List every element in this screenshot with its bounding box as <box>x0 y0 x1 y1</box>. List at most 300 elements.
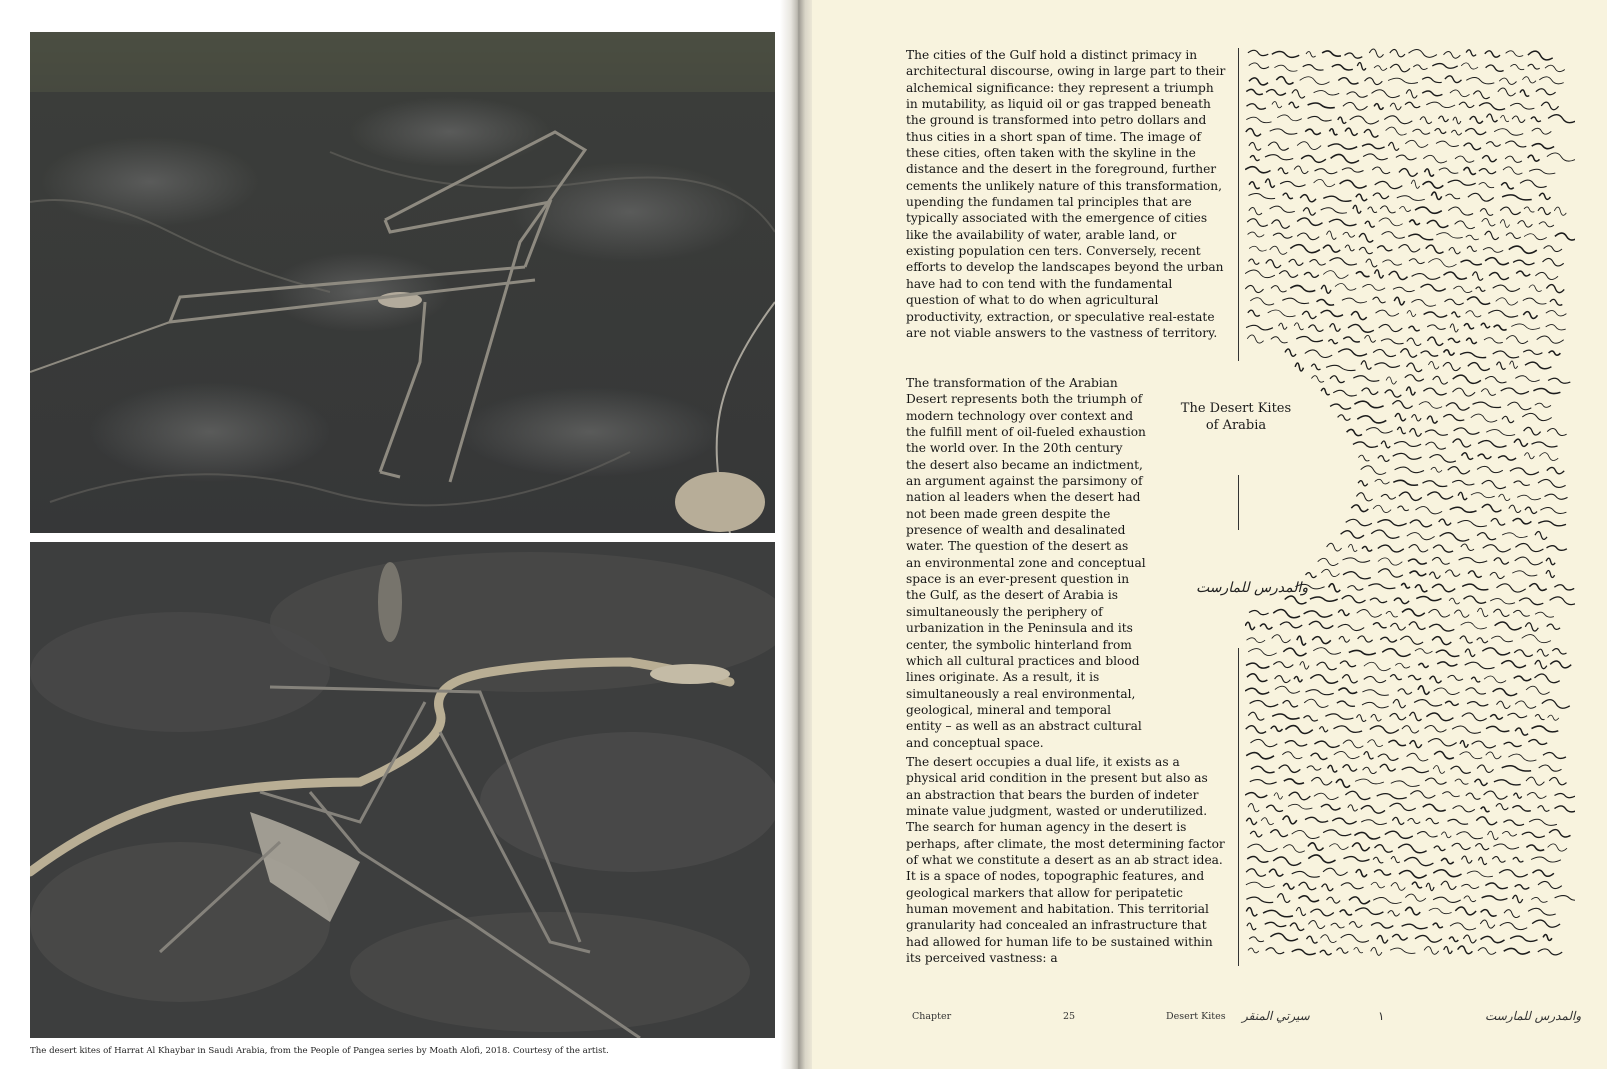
script-stroke <box>1483 545 1511 552</box>
script-stroke <box>1245 285 1263 292</box>
script-stroke <box>1393 699 1406 707</box>
script-stroke <box>1247 923 1256 930</box>
script-stroke <box>1347 429 1362 435</box>
script-stroke <box>1535 715 1544 720</box>
script-stroke <box>1512 116 1525 123</box>
script-stroke <box>1305 129 1321 134</box>
script-stroke <box>1409 622 1426 630</box>
script-stroke <box>1481 807 1490 812</box>
script-stroke <box>1426 102 1455 107</box>
script-stroke <box>1524 234 1547 240</box>
script-stroke <box>1321 388 1330 394</box>
script-stroke <box>1426 883 1434 890</box>
script-stroke <box>1343 765 1357 771</box>
script-stroke <box>1453 375 1481 383</box>
script-stroke <box>1466 78 1494 84</box>
script-stroke <box>1424 947 1439 955</box>
script-stroke <box>1441 832 1451 838</box>
script-stroke <box>1359 247 1373 253</box>
script-stroke <box>1415 935 1442 942</box>
script-stroke <box>1331 154 1359 162</box>
script-stroke <box>1528 740 1547 745</box>
script-stroke <box>1283 816 1297 824</box>
script-stroke <box>1304 716 1318 721</box>
script-stroke <box>1273 662 1293 668</box>
script-stroke <box>1439 116 1449 122</box>
script-stroke <box>1485 51 1500 57</box>
script-stroke <box>1393 453 1422 459</box>
script-stroke <box>1446 194 1461 199</box>
script-stroke <box>1342 298 1367 303</box>
script-stroke <box>1428 259 1456 267</box>
script-stroke <box>1308 921 1325 929</box>
script-stroke <box>1279 323 1287 329</box>
script-stroke <box>1522 413 1551 420</box>
script-stroke <box>1384 116 1412 124</box>
script-stroke <box>1299 882 1317 889</box>
script-stroke <box>1301 156 1326 163</box>
script-stroke <box>1246 818 1257 824</box>
script-stroke <box>1445 299 1464 304</box>
script-stroke <box>1453 117 1461 124</box>
script-stroke <box>1454 610 1469 617</box>
script-stroke <box>1538 207 1551 214</box>
script-stroke <box>1549 830 1570 837</box>
script-stroke <box>1532 128 1552 134</box>
script-stroke <box>1501 115 1509 121</box>
script-stroke <box>1485 883 1507 889</box>
script-stroke <box>1509 505 1521 512</box>
script-stroke <box>1465 649 1475 657</box>
script-stroke <box>1285 596 1307 604</box>
script-stroke <box>1502 195 1532 200</box>
script-stroke <box>1502 831 1517 836</box>
script-stroke <box>1523 298 1547 304</box>
script-stroke <box>1405 894 1426 901</box>
script-stroke <box>1388 78 1418 83</box>
script-stroke <box>1503 167 1522 174</box>
script-stroke <box>1247 857 1268 863</box>
script-stroke <box>1310 675 1338 684</box>
script-stroke <box>1524 207 1534 212</box>
vertical-rule <box>1238 475 1239 530</box>
script-stroke <box>1541 102 1558 110</box>
script-stroke <box>1427 325 1445 329</box>
script-stroke <box>1386 127 1407 135</box>
script-stroke <box>1443 362 1461 370</box>
script-stroke <box>1528 64 1540 69</box>
script-stroke <box>1270 206 1295 212</box>
script-stroke <box>1335 284 1356 291</box>
script-stroke <box>1444 350 1455 355</box>
script-stroke <box>1416 507 1443 514</box>
script-stroke <box>1421 351 1439 356</box>
script-stroke <box>1289 792 1311 800</box>
script-stroke <box>1451 766 1471 773</box>
script-stroke <box>1334 726 1363 732</box>
script-stroke <box>1470 116 1483 123</box>
script-stroke <box>1380 764 1396 771</box>
script-stroke <box>1277 894 1290 903</box>
script-stroke <box>1540 508 1566 514</box>
script-stroke <box>1405 102 1420 107</box>
script-stroke <box>1361 466 1386 475</box>
script-stroke <box>1486 430 1515 436</box>
script-stroke <box>1546 571 1555 578</box>
script-stroke <box>1305 817 1328 822</box>
script-stroke <box>1246 897 1273 902</box>
script-stroke <box>1266 948 1285 954</box>
script-stroke <box>1303 65 1324 71</box>
script-stroke <box>1394 598 1409 604</box>
script-stroke <box>1490 572 1505 578</box>
script-stroke <box>1343 572 1371 579</box>
script-stroke <box>1265 922 1287 926</box>
script-stroke <box>1419 402 1442 409</box>
script-stroke <box>1269 869 1283 876</box>
script-stroke <box>1459 102 1474 107</box>
script-stroke <box>1357 715 1367 722</box>
script-stroke <box>1433 870 1461 877</box>
script-stroke <box>1477 608 1488 617</box>
script-stroke <box>1307 766 1321 770</box>
script-stroke <box>1270 129 1298 134</box>
script-stroke <box>1533 389 1560 394</box>
script-stroke <box>1328 340 1337 344</box>
script-stroke <box>1362 690 1388 696</box>
script-stroke <box>1494 558 1509 564</box>
script-stroke <box>1314 91 1340 95</box>
script-stroke <box>1471 414 1497 422</box>
script-stroke <box>1489 273 1509 280</box>
script-stroke <box>1280 181 1305 186</box>
script-stroke <box>1359 233 1373 242</box>
script-stroke <box>1388 911 1400 916</box>
script-stroke <box>1486 752 1502 759</box>
script-stroke <box>1484 676 1506 683</box>
script-stroke <box>1526 845 1544 851</box>
script-stroke <box>1512 806 1530 811</box>
script-stroke <box>1418 686 1430 694</box>
script-stroke <box>1322 51 1341 56</box>
script-stroke <box>1362 702 1389 707</box>
script-stroke <box>1249 78 1268 85</box>
script-stroke <box>1455 156 1474 162</box>
script-stroke <box>1362 144 1385 149</box>
script-stroke <box>1513 610 1529 616</box>
script-stroke <box>1299 896 1320 902</box>
script-stroke <box>1473 402 1502 407</box>
script-stroke <box>1368 207 1377 213</box>
script-stroke <box>1285 726 1312 734</box>
script-stroke <box>1514 650 1533 657</box>
script-stroke <box>1346 519 1372 525</box>
script-stroke <box>1408 559 1427 564</box>
script-stroke <box>1448 675 1463 680</box>
script-stroke <box>1250 701 1279 707</box>
script-stroke <box>1283 845 1305 853</box>
script-stroke <box>1365 221 1375 227</box>
script-stroke <box>1467 246 1477 251</box>
script-stroke <box>1488 310 1518 317</box>
script-stroke <box>1374 66 1387 71</box>
script-stroke <box>1488 831 1499 840</box>
script-stroke <box>1539 222 1554 227</box>
script-stroke <box>1466 311 1482 317</box>
script-stroke <box>1510 103 1534 109</box>
script-stroke <box>1408 234 1433 239</box>
script-stroke <box>1320 950 1332 955</box>
script-stroke <box>1448 207 1473 215</box>
script-stroke <box>1505 141 1526 147</box>
script-stroke <box>1300 662 1309 670</box>
script-stroke <box>1415 585 1427 592</box>
script-stroke <box>1476 817 1497 825</box>
script-stroke <box>1407 363 1423 372</box>
script-stroke <box>1462 584 1488 590</box>
script-stroke <box>1538 479 1566 487</box>
script-stroke <box>1485 231 1499 239</box>
script-stroke <box>1351 312 1367 320</box>
script-stroke <box>1502 533 1527 538</box>
script-stroke <box>1380 637 1397 642</box>
script-stroke <box>1250 780 1277 784</box>
script-stroke <box>1482 218 1496 226</box>
script-stroke <box>1514 481 1530 486</box>
script-stroke <box>1297 142 1321 150</box>
script-stroke <box>1294 166 1308 174</box>
script-stroke <box>1373 898 1401 904</box>
script-stroke <box>1370 726 1399 733</box>
script-stroke <box>1348 586 1364 590</box>
script-stroke <box>1249 63 1269 69</box>
script-stroke <box>1332 818 1356 824</box>
script-stroke <box>1425 169 1434 176</box>
script-stroke <box>1549 777 1566 784</box>
script-stroke <box>1355 779 1384 784</box>
script-stroke <box>1505 156 1522 162</box>
script-stroke <box>1554 207 1566 215</box>
script-stroke <box>1455 779 1469 784</box>
script-stroke <box>1529 285 1542 292</box>
photo-caption: The desert kites of Harrat Al Khaybar in Saudi Arabia, from the People of Pangea series by Moath Alofi, 2018. Courtesy of the artist. <box>30 1046 609 1056</box>
script-stroke <box>1373 623 1387 628</box>
script-stroke <box>1452 480 1474 485</box>
script-stroke <box>1423 182 1444 189</box>
script-stroke <box>1357 416 1386 423</box>
footer-arabic-number: ١ <box>1378 1009 1385 1023</box>
script-stroke <box>1539 77 1563 84</box>
script-stroke <box>1524 427 1541 435</box>
script-stroke <box>1248 50 1268 55</box>
script-stroke <box>1390 675 1402 680</box>
script-stroke <box>1493 609 1509 616</box>
script-stroke <box>1374 870 1391 875</box>
script-stroke <box>1270 246 1287 254</box>
script-stroke <box>1396 155 1417 160</box>
script-stroke <box>1343 740 1363 748</box>
script-stroke <box>1513 895 1523 902</box>
script-stroke <box>1409 259 1425 264</box>
script-stroke <box>1375 845 1393 853</box>
script-stroke <box>1446 403 1470 410</box>
script-stroke <box>1305 350 1332 358</box>
script-stroke <box>1375 479 1390 484</box>
script-stroke <box>1323 868 1348 875</box>
script-stroke <box>1352 843 1370 851</box>
script-stroke <box>1486 726 1509 731</box>
script-stroke <box>1348 544 1357 551</box>
script-stroke <box>1552 649 1566 654</box>
script-stroke <box>1414 700 1442 706</box>
script-stroke <box>1395 467 1424 473</box>
script-stroke <box>1390 49 1405 56</box>
script-stroke <box>1506 51 1524 57</box>
script-stroke <box>1504 948 1530 954</box>
top-aerial-photo <box>30 32 775 533</box>
script-stroke <box>1265 179 1274 187</box>
script-stroke <box>1381 441 1390 448</box>
script-stroke <box>1354 948 1363 953</box>
script-stroke <box>1296 337 1323 342</box>
script-stroke <box>1499 870 1528 877</box>
script-stroke <box>1482 480 1506 488</box>
script-stroke <box>1538 949 1562 955</box>
script-stroke <box>1343 558 1371 562</box>
script-stroke <box>1372 167 1390 174</box>
script-stroke <box>1339 636 1350 642</box>
script-stroke <box>1550 597 1575 605</box>
script-stroke <box>1504 742 1522 746</box>
script-stroke <box>1545 494 1568 499</box>
script-stroke <box>1501 388 1529 394</box>
script-stroke <box>1491 519 1505 526</box>
script-stroke <box>1377 246 1392 251</box>
script-stroke <box>1427 416 1437 423</box>
script-stroke <box>1482 648 1510 655</box>
script-stroke <box>1337 948 1349 953</box>
script-stroke <box>1275 686 1300 693</box>
script-stroke <box>1502 766 1531 771</box>
script-stroke <box>1509 246 1537 253</box>
script-stroke <box>1398 844 1426 853</box>
script-stroke <box>1429 624 1454 631</box>
script-stroke <box>1358 481 1368 486</box>
script-stroke <box>1377 794 1407 799</box>
script-stroke <box>1497 362 1506 369</box>
script-stroke <box>1406 387 1415 395</box>
script-stroke <box>1365 78 1383 85</box>
script-stroke <box>1425 778 1446 784</box>
script-stroke <box>1399 492 1422 500</box>
script-stroke <box>1381 339 1404 344</box>
script-stroke <box>1283 193 1293 198</box>
script-stroke <box>1543 935 1552 941</box>
script-stroke <box>1466 338 1477 344</box>
script-stroke <box>1436 650 1460 656</box>
script-stroke <box>1357 63 1366 70</box>
script-stroke <box>1306 690 1334 695</box>
script-stroke <box>1246 129 1261 136</box>
script-stroke <box>1392 934 1407 940</box>
script-stroke <box>1501 661 1526 668</box>
script-stroke <box>1484 791 1508 799</box>
script-stroke <box>1445 570 1460 576</box>
script-stroke <box>1527 793 1546 799</box>
script-stroke <box>1463 935 1476 943</box>
script-stroke <box>1547 546 1567 551</box>
script-stroke <box>1465 129 1486 135</box>
script-stroke <box>1300 77 1330 85</box>
script-stroke <box>1331 923 1345 928</box>
body-paragraph-3: The desert occupies a dual life, it exists as a physical arid condition in the present but also as an abstraction that bears the burden of indeter minate value judgment, wasted or underutilized. The search for human agency in the desert is perhaps, after climate, the most determining factor of what we constitute a desert as an ab stract idea. It is a space of nodes, topographic features, and geological markers that allow for peripatetic human movement and habitation. This territorial granularity had concealed an infrastructure that had allowed for human life to be sustained within its perceived vastness: a <box>906 755 1225 966</box>
script-stroke <box>1290 286 1315 292</box>
script-stroke <box>1326 365 1355 370</box>
script-stroke <box>1297 218 1322 225</box>
script-stroke <box>1434 688 1460 695</box>
script-stroke <box>1506 233 1521 239</box>
script-stroke <box>1550 661 1571 668</box>
script-stroke <box>1460 636 1473 643</box>
script-stroke <box>1468 193 1494 201</box>
script-stroke <box>1468 571 1482 578</box>
script-stroke <box>1443 415 1464 421</box>
script-stroke <box>1378 558 1402 565</box>
script-stroke <box>1247 104 1266 109</box>
script-stroke <box>1493 688 1518 695</box>
script-stroke <box>1433 897 1461 902</box>
script-stroke <box>1308 855 1335 863</box>
script-stroke <box>1461 884 1479 888</box>
script-stroke <box>1330 376 1345 383</box>
script-stroke <box>1398 506 1409 511</box>
script-stroke <box>1274 793 1283 799</box>
script-stroke <box>1390 623 1405 630</box>
script-stroke <box>1249 246 1266 251</box>
script-stroke <box>1379 218 1403 226</box>
script-stroke <box>1432 64 1457 69</box>
script-stroke <box>1380 206 1395 213</box>
script-stroke <box>1499 78 1516 84</box>
script-stroke <box>1272 52 1299 58</box>
script-stroke <box>1260 624 1272 629</box>
script-stroke <box>1345 128 1358 135</box>
script-stroke <box>1515 728 1528 735</box>
script-stroke <box>1513 857 1524 862</box>
script-stroke <box>1404 857 1433 865</box>
script-stroke <box>1290 245 1320 253</box>
script-stroke <box>1338 117 1346 123</box>
script-stroke <box>1498 456 1516 460</box>
bottom-aerial-photo <box>30 542 775 1038</box>
script-stroke <box>1450 923 1476 930</box>
script-stroke <box>1337 701 1355 706</box>
script-stroke <box>1353 376 1379 382</box>
script-stroke <box>1460 741 1468 748</box>
script-stroke <box>1423 804 1446 811</box>
script-stroke <box>1245 167 1270 173</box>
script-stroke <box>1356 870 1367 877</box>
script-stroke <box>1409 49 1437 57</box>
script-stroke <box>1467 871 1493 877</box>
script-stroke <box>1529 819 1557 825</box>
script-stroke <box>1355 908 1383 915</box>
script-stroke <box>1330 258 1357 265</box>
script-stroke <box>1441 881 1456 889</box>
script-stroke <box>1246 663 1269 668</box>
script-stroke <box>1433 766 1445 774</box>
script-stroke <box>1535 660 1547 668</box>
